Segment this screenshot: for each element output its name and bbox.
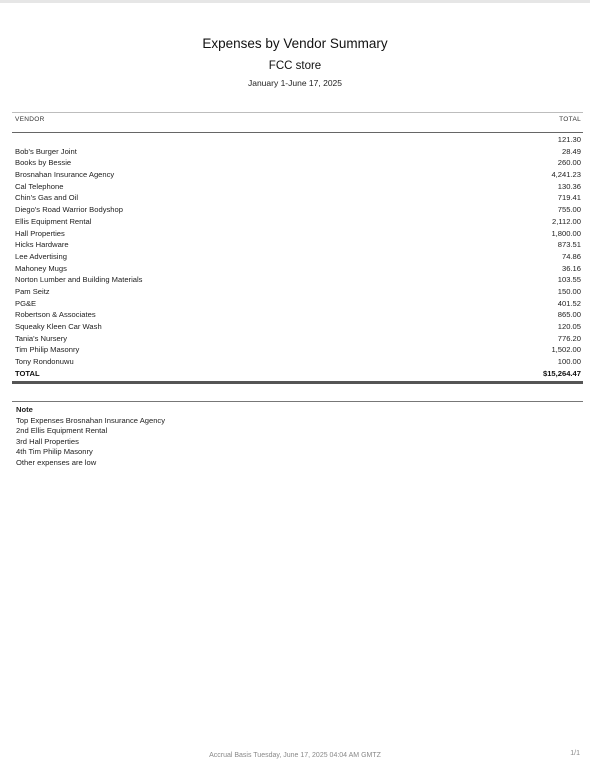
vendor-name: Squeaky Kleen Car Wash — [15, 322, 102, 331]
table-row — [12, 309, 583, 321]
table-row — [12, 239, 583, 251]
note-rule — [12, 401, 583, 402]
note-line: Other expenses are low — [16, 457, 97, 467]
table-row — [12, 333, 583, 345]
vendor-total: 4,241.23 — [551, 170, 581, 180]
table-body — [12, 133, 583, 368]
table-row — [12, 169, 583, 181]
vendor-name: Hall Properties — [15, 228, 65, 238]
note-lines — [16, 416, 576, 469]
vendor-total: 719.41 — [557, 193, 581, 203]
report-period: January 1-June 17, 2025 — [247, 78, 343, 88]
note-line: 3rd Hall Properties — [16, 436, 79, 446]
note-section — [16, 405, 576, 468]
note-heading: Note — [16, 405, 33, 414]
total-rule — [12, 381, 583, 384]
vendor-total: 2,112.00 — [552, 216, 581, 226]
vendor-total: 776.20 — [557, 333, 581, 343]
vendor-name: Tony Rondonuwu — [15, 357, 74, 367]
table-row — [12, 251, 583, 263]
table-row — [12, 321, 583, 333]
vendor-total: 865.00 — [557, 310, 581, 320]
vendor-name: Diego's Road Warrior Bodyshop — [15, 205, 123, 215]
table-row — [12, 204, 583, 216]
vendor-total: 100.00 — [557, 357, 581, 367]
vendor-name: Robertson & Associates — [15, 310, 96, 320]
report-header — [0, 36, 590, 89]
company-name: FCC store — [268, 60, 322, 72]
vendor-name: Bob's Burger Joint — [15, 146, 77, 156]
vendor-total: 121.30 — [557, 135, 581, 144]
vendor-name: Ellis Equipment Rental — [15, 216, 92, 226]
page-number: 1/1 — [570, 750, 580, 757]
vendor-name: Lee Advertising — [15, 251, 67, 261]
vendor-total: 120.05 — [557, 322, 581, 331]
vendor-table — [12, 112, 583, 384]
column-header-total: TOTAL — [559, 116, 581, 123]
total-row — [12, 368, 583, 380]
vendor-name: Mahoney Mugs — [15, 263, 67, 273]
vendor-total: 150.00 — [557, 286, 581, 296]
vendor-total: 103.55 — [557, 275, 581, 285]
vendor-total: 130.36 — [557, 181, 581, 191]
note-line: Top Expenses Brosnahan Insurance Agency — [16, 415, 166, 425]
vendor-total: 260.00 — [557, 158, 581, 168]
vendor-name: Books by Bessie — [15, 158, 72, 168]
table-row — [12, 228, 583, 240]
footer-basis: Accrual Basis Tuesday, June 17, 2025 04:04 AM GMTZ — [209, 752, 381, 759]
table-row — [12, 344, 583, 356]
note-line: 2nd Ellis Equipment Rental — [16, 426, 108, 435]
vendor-name: PG&E — [15, 298, 37, 308]
note-line: 4th Tim Philip Masonry — [16, 447, 93, 456]
vendor-total: 755.00 — [557, 205, 581, 215]
report-title: Expenses by Vendor Summary — [202, 36, 388, 51]
vendor-name: Pam Seitz — [15, 286, 50, 296]
table-row — [12, 157, 583, 169]
total-value: $15,264.47 — [542, 368, 581, 378]
vendor-total: 1,502.00 — [551, 345, 581, 355]
vendor-name: Cal Telephone — [15, 181, 64, 191]
vendor-total: 28.49 — [561, 146, 581, 156]
vendor-name: Norton Lumber and Building Materials — [15, 275, 143, 285]
vendor-total: 36.16 — [561, 263, 581, 273]
vendor-total: 1,800.00 — [551, 228, 581, 238]
table-row — [12, 298, 583, 310]
total-label: TOTAL — [15, 368, 40, 378]
vendor-total: 74.86 — [561, 251, 581, 261]
table-row — [12, 263, 583, 275]
vendor-total: 401.52 — [557, 298, 581, 308]
column-header-vendor: VENDOR — [15, 116, 45, 123]
vendor-name: Hicks Hardware — [15, 240, 69, 250]
table-row — [12, 216, 583, 228]
vendor-name: Chin's Gas and Oil — [15, 193, 79, 203]
table-row — [12, 181, 583, 193]
table-row — [12, 192, 583, 204]
vendor-name: Tania's Nursery — [15, 333, 68, 343]
vendor-total: 873.51 — [557, 240, 581, 250]
table-row — [12, 134, 583, 146]
vendor-name: Brosnahan Insurance Agency — [15, 170, 115, 180]
table-row — [12, 146, 583, 158]
table-row — [12, 274, 583, 286]
column-header-row — [12, 113, 583, 132]
table-row — [12, 356, 583, 368]
table-row — [12, 286, 583, 298]
vendor-name: Tim Philip Masonry — [15, 345, 80, 355]
